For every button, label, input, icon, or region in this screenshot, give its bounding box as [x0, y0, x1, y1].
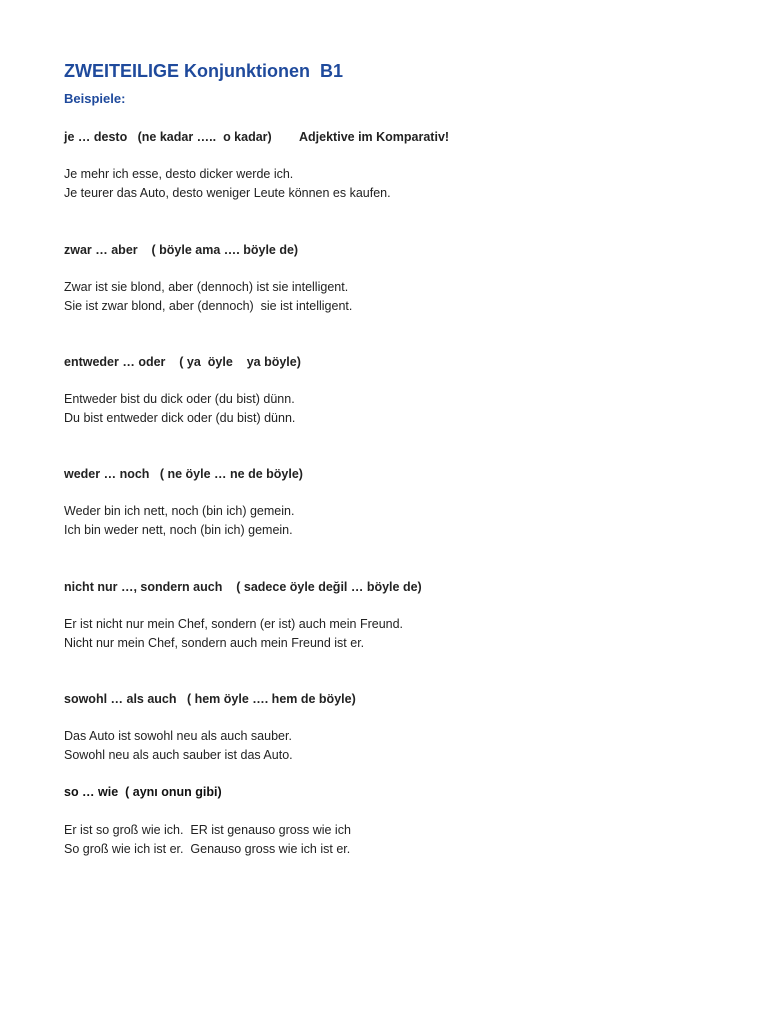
document-subtitle: Beispiele:	[64, 91, 126, 106]
section-heading: entweder … oder ( ya öyle ya böyle)	[64, 355, 301, 369]
example-sentence: Du bist entweder dick oder (du bist) dünn.	[64, 411, 296, 425]
example-sentence: Weder bin ich nett, noch (bin ich) gemein.	[64, 504, 295, 518]
section-nicht-nur-sondern-auch	[64, 578, 714, 653]
section-sowohl-als-auch	[64, 690, 714, 765]
example-list	[64, 165, 714, 203]
document-title: ZWEITEILIGE Konjunktionen B1	[64, 61, 343, 81]
example-list	[64, 727, 714, 765]
example-list	[64, 278, 714, 316]
section-heading: so … wie ( aynı onun gibi)	[64, 785, 222, 799]
section-zwar-aber	[64, 241, 714, 316]
example-list	[64, 615, 714, 653]
example-sentence: Er ist nicht nur mein Chef, sondern (er ist) auch mein Freund.	[64, 617, 404, 631]
example-list	[64, 390, 714, 428]
example-sentence: Zwar ist sie blond, aber (dennoch) ist sie intelligent.	[64, 280, 349, 294]
section-je-desto	[64, 128, 714, 203]
section-heading: sowohl … als auch ( hem öyle …. hem de böyle)	[64, 692, 356, 706]
example-sentence: So groß wie ich ist er. Genauso gross wie ich ist er.	[64, 842, 351, 856]
example-sentence: Nicht nur mein Chef, sondern auch mein Freund ist er.	[64, 636, 365, 650]
example-sentence: Ich bin weder nett, noch (bin ich) gemein.	[64, 523, 293, 537]
section-heading: zwar … aber ( böyle ama …. böyle de)	[64, 243, 299, 257]
example-sentence: Je teurer das Auto, desto weniger Leute können es kaufen.	[64, 186, 391, 200]
example-sentence: Sie ist zwar blond, aber (dennoch) sie ist intelligent.	[64, 299, 353, 313]
section-heading: nicht nur …, sondern auch ( sadece öyle değil … böyle de)	[64, 580, 422, 594]
example-list	[64, 502, 714, 540]
section-heading: weder … noch ( ne öyle … ne de böyle)	[64, 467, 303, 481]
example-sentence: Er ist so groß wie ich. ER ist genauso gross wie ich	[64, 823, 351, 837]
section-entweder-oder	[64, 353, 714, 428]
section-so-wie	[64, 783, 714, 859]
example-sentence: Das Auto ist sowohl neu als auch sauber.	[64, 729, 292, 743]
example-sentence: Sowohl neu als auch sauber ist das Auto.	[64, 748, 293, 762]
example-sentence: Entweder bist du dick oder (du bist) dünn.	[64, 392, 295, 406]
section-heading: je … desto (ne kadar ….. o kadar) Adjektive im Komparativ!	[64, 130, 450, 144]
example-list	[64, 821, 714, 859]
example-sentence: Je mehr ich esse, desto dicker werde ich.	[64, 167, 294, 181]
section-weder-noch	[64, 465, 714, 540]
